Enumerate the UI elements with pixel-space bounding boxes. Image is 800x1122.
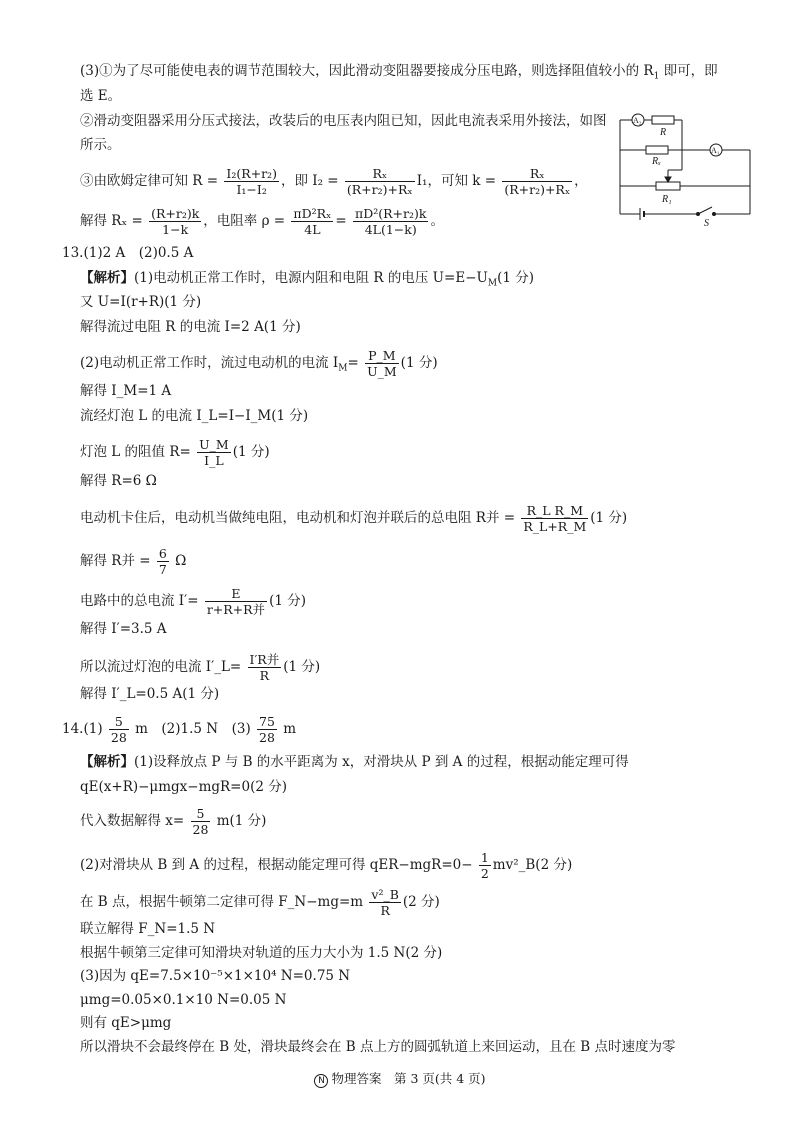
q14-analysis-6: 联立解得 F_N=1.5 N [80,921,216,937]
q14-analysis-5: 在 B 点，根据牛顿第二定律可得 F_N−mg=m $\frac{\text{v²\_B}}{R}$ (2 分) [80,887,440,918]
fraction: $\frac{\text{Rₓ}}{\text{(R+r₂)+Rₓ}}$ [346,166,413,197]
q13-analysis-14: 解得 I′_L=0.5 A(1 分) [80,686,220,702]
q14-analysis-3: 代入数据解得 x= $\frac{5}{28}$ m(1 分) [80,806,267,837]
q14-analysis-8: (3)因为 qE=7.5×10⁻⁵×1×10⁴ N=0.75 N [80,968,351,984]
resistor-r-icon [652,116,674,124]
q13-answer: 13.(1)2 A (2)0.5 A [62,245,194,261]
switch-icon [698,207,712,214]
q14-analysis-7: 根据牛顿第三定律可知滑块对轨道的压力大小为 1.5 N(2 分) [80,945,443,961]
q13-analysis-8: 解得 R=6 Ω [80,473,157,489]
q14-analysis-10: 则有 qE>μmg [80,1015,172,1031]
circuit-diagram [610,108,760,226]
q13-analysis-5: 解得 I_M=1 A [80,383,172,399]
q13-analysis-2: 又 U=I(r+R)(1 分) [80,294,202,310]
fraction: $\frac{\text{πD²Rₓ}}{4L}$ [293,206,332,237]
q13-analysis-1: 【解析】(1)电动机正常工作时，电源内阻和电阻 R 的电压 $U=E-U_M(1$ 分) [80,270,535,289]
q13-analysis-13: 所以流过灯泡的电流 I′_L= $\frac{\text{I′R并}}{R}$ (1 分) [80,652,321,683]
fraction: $\frac{\text{πD²(R+r₂)k}}{4L(1-k)}$ [355,206,427,237]
label-s: S [704,218,709,226]
fraction: $\frac{U\_M}{I\_L}$ [199,437,229,468]
fraction: $\frac{P\_M}{U\_M}$ [367,348,397,379]
q13-analysis-12: 解得 I′=3.5 A [80,621,167,637]
q13-analysis-9: 电动机卡住后，电动机当做纯电阻，电动机和灯泡并联后的总电阻 R并 = $\frac{\text{R\_L R\_M}}{R\_L+R\_M}$ (1 分) [80,503,628,534]
q13-analysis-6: 流经灯泡 L 的电流 I_L=I−I_M(1 分) [80,408,309,424]
label-a1: A₁ [711,146,720,155]
rheostat-r1-icon [656,182,680,190]
part3-line1: (3)①为了尽可能使电表的调节范围较大，因此滑动变阻器要接成分压电路，则选择阻值较小的 $R_1$ 即可，即 [80,63,718,82]
fraction: $\frac{5}{28}$ [192,806,209,837]
q14-analysis-11: 所以滑块不会最终停在 B 处，滑块最终会在 B 点上方的圆弧轨道上来回运动，且在 B 点时速度为零 [80,1039,676,1055]
q14-answer: 14.(1) $\frac{5}{28}$ m (2)1.5 N (3) $\frac{75}{28}$ m [62,714,297,745]
q13-analysis-3: 解得流过电阻 R 的电流 I=2 A(1 分) [80,319,301,335]
q13-analysis-4: (2)电动机正常工作时，流过电动机的电流 $I_M=$ $\frac{P\_M}{U\_M}$ (1 分) [80,348,438,379]
part3-line4: 所示。 [80,137,121,153]
fraction: $\frac{6}{7}$ [158,546,167,577]
part3-line3: ②滑动变阻器采用分压式接法，改装后的电压表内阻已知，因此电流表采用外接法，如图 [80,113,607,129]
q14-analysis-1: 【解析】(1)设释放点 P 与 B 的水平距离为 x，对滑块从 P 到 A 的过程，根据动能定理可得 [80,754,629,770]
fraction: $\frac{\text{v²\_B}}{R}$ [371,887,399,918]
fraction: $\frac{E}{\text{r+R+R并}}$ [206,586,266,617]
fraction: $\frac{\text{(R+r₂)k}}{1-k}$ [151,206,200,237]
part3-line2: 选 E。 [80,88,122,104]
fraction: $\frac{\text{Rₓ}}{\text{(R+r₂)+Rₓ}}$ [504,166,571,197]
fraction: $\frac{\text{I′R并}}{R}$ [249,652,280,683]
label-r: R [660,127,667,138]
label-r1: R₁ [662,194,672,205]
fraction: $\frac{\text{R\_L R\_M}}{R\_L+R\_M}$ [523,503,587,534]
q14-analysis-9: μmg=0.05×0.1×10 N=0.05 N [80,992,287,1008]
part3-line5: ③由欧姆定律可知 R = $\frac{\text{I₂(R+r₂)}}{\text{I₁−I₂}}$ ，即 I₂ = $\frac{\text{Rₓ}}{\text{(R+r₂)+Rₓ}}$ I₁，可知 k = $\frac{\text{Rₓ}}{\text{(R+r₂)+Rₓ}}$ ， [80,166,588,197]
fraction: $\frac{\text{I₂(R+r₂)}}{\text{I₁−I₂}}$ [226,166,277,197]
page-number-text: 物理答案 第 3 页(共 4 页) [331,1071,486,1086]
page-footer [0,1069,800,1088]
part3-line6: 解得 Rₓ = $\frac{\text{(R+r₂)k}}{1-k}$ ，电阻率 ρ = $\frac{\text{πD²Rₓ}}{4L}$ = $\frac{\text{πD²(R+r₂)k}}{4L(1-k)}$ 。 [80,206,444,237]
q13-analysis-11: 电路中的总电流 I′= $\frac{E}{\text{r+R+R并}}$ (1 分) [80,586,306,617]
resistor-rx-icon [646,146,668,154]
fraction: $\frac{5}{28}$ [110,714,127,745]
q13-analysis-10: 解得 R并 = $\frac{6}{7}$ Ω [80,546,187,577]
fraction: $\frac{1}{2}$ [480,850,489,881]
n-badge-icon: N [314,1074,328,1088]
q13-analysis-7: 灯泡 L 的阻值 R= $\frac{U\_M}{I\_L}$ (1 分) [80,437,270,468]
q14-analysis-2: qE(x+R)−μmgx−mgR=0(2 分) [80,779,287,795]
label-a2: A₂ [633,116,642,125]
q14-analysis-4: (2)对滑块从 B 到 A 的过程，根据动能定理可得 qER−mgR=0− $\frac{1}{2}$ mv²_B(2 分) [80,850,573,881]
label-rx: Rₓ [652,156,661,167]
fraction: $\frac{75}{28}$ [259,714,275,745]
